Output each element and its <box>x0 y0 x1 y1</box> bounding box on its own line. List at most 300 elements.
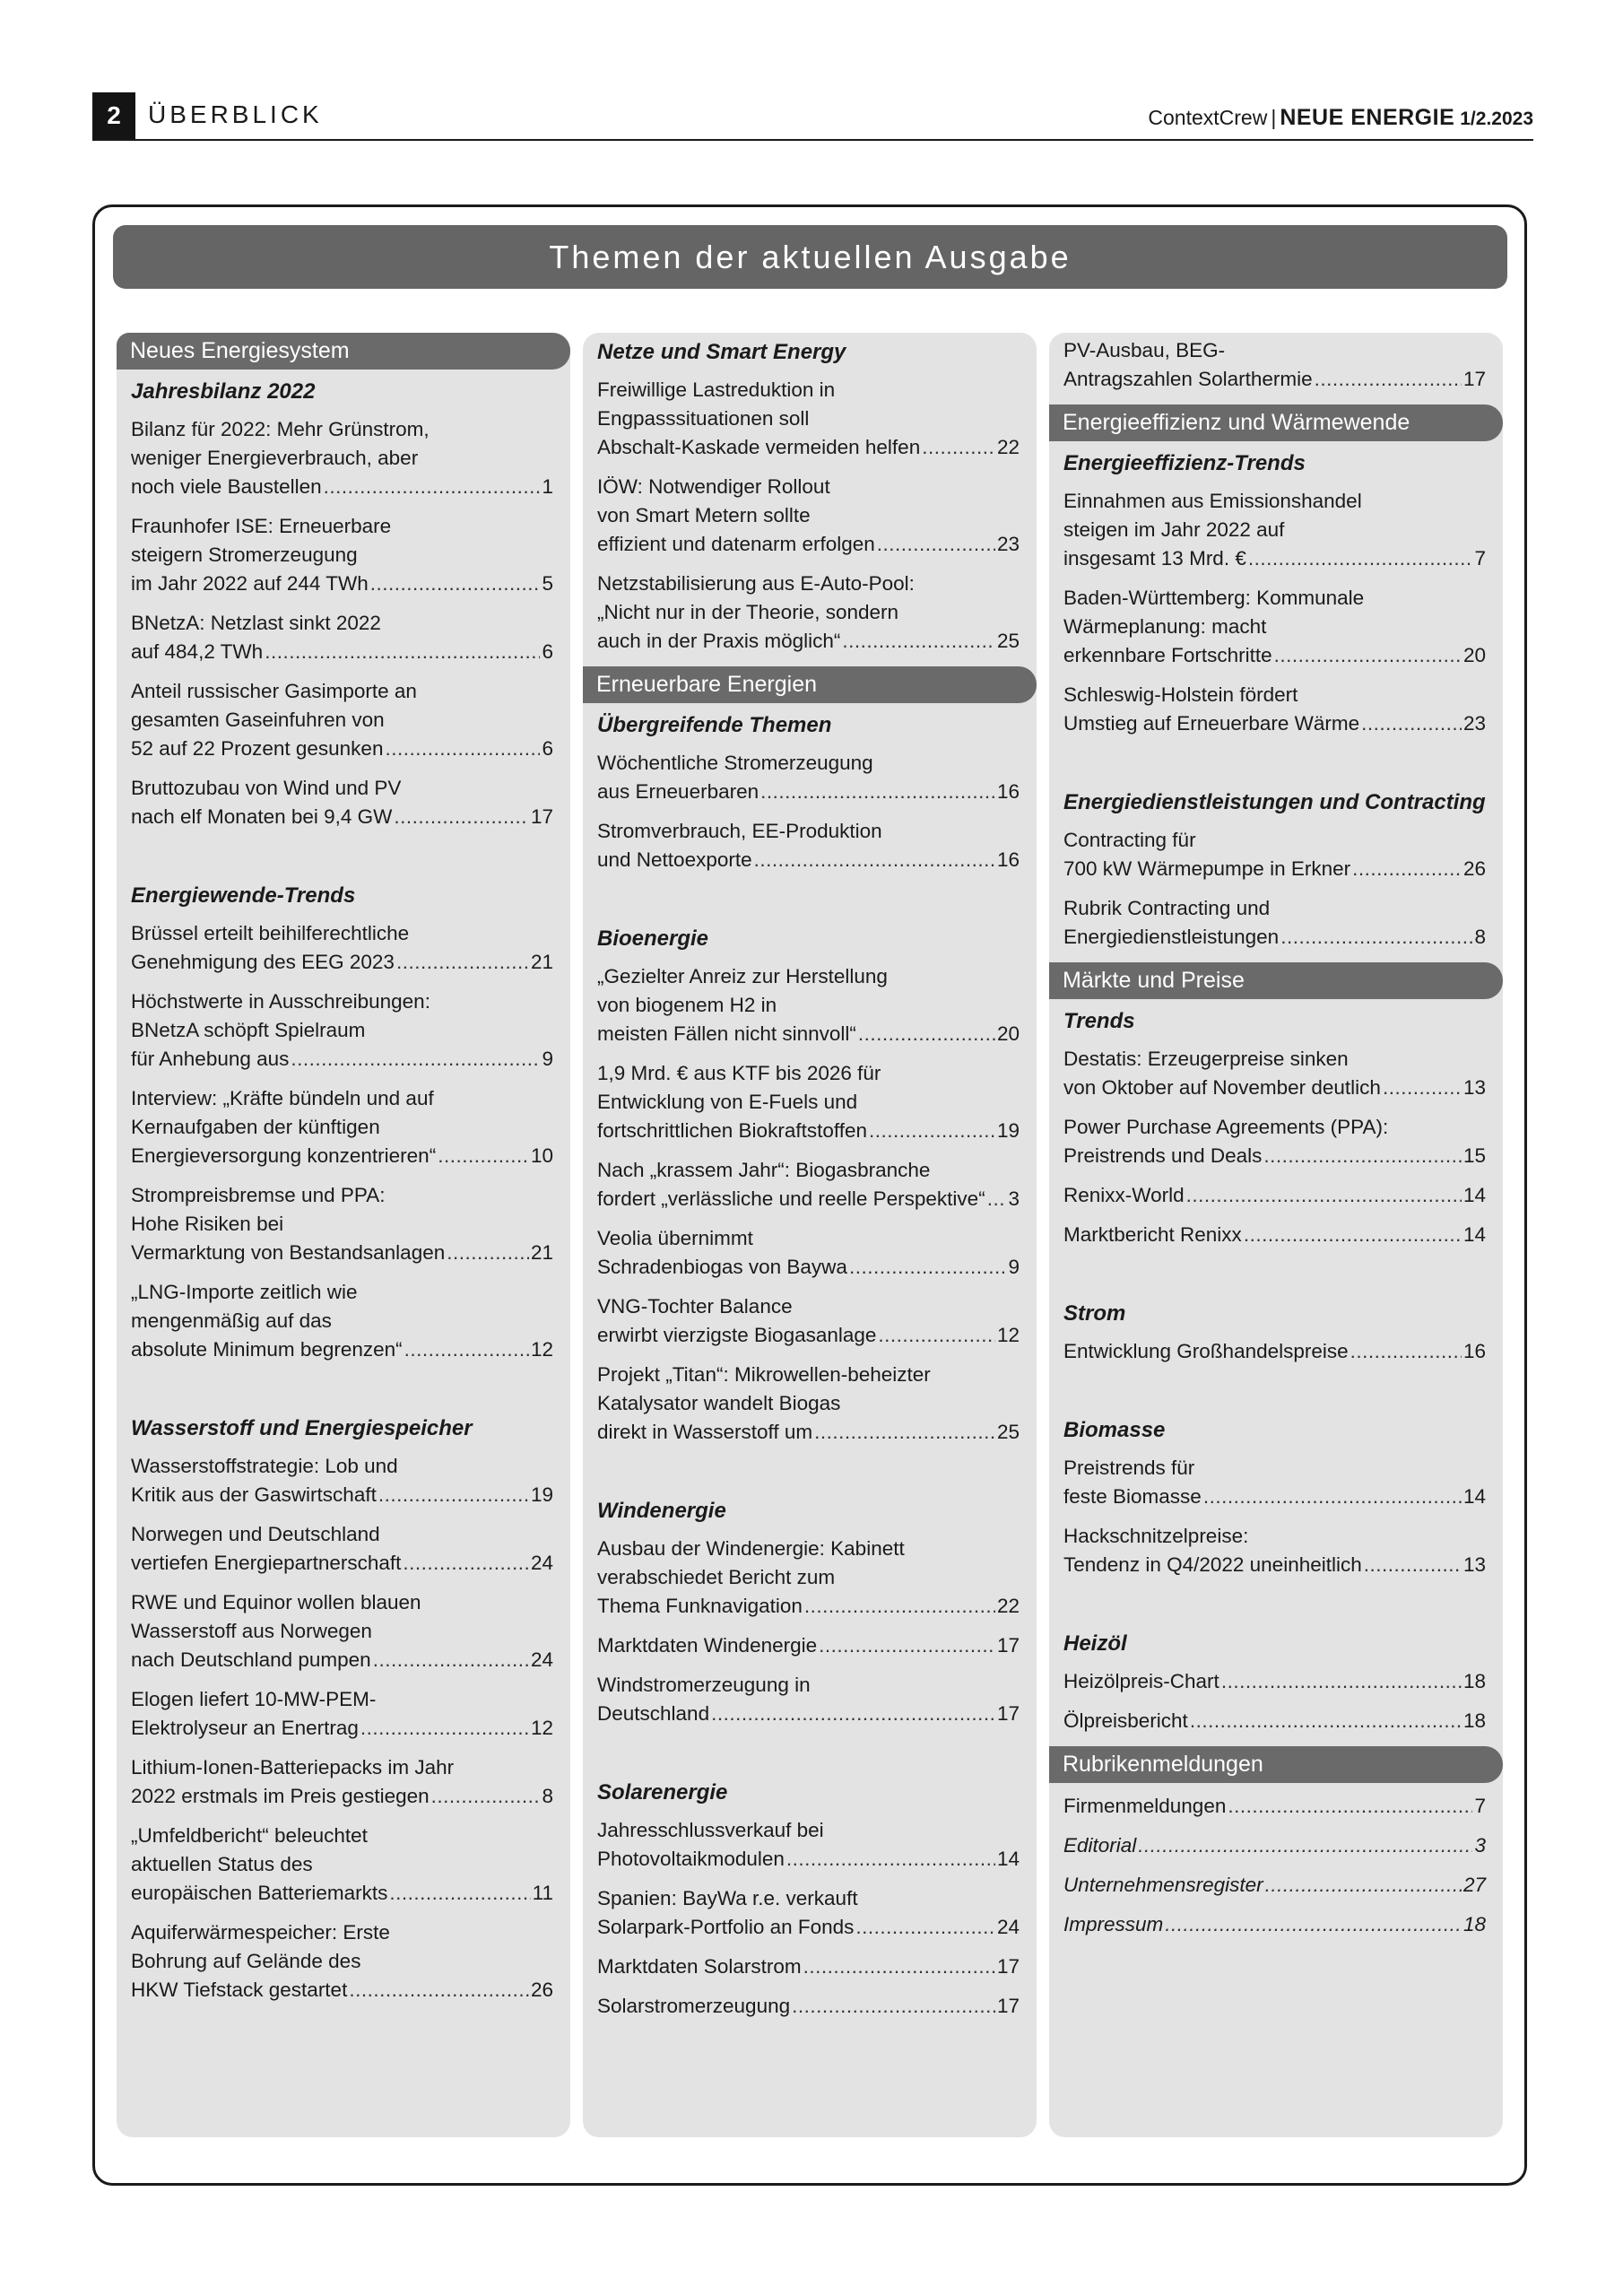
toc-entry-line: VNG-Tochter Balance <box>597 1295 793 1318</box>
subsection-heading-windenergie: Windenergie <box>597 1499 726 1523</box>
toc-entry[interactable] <box>1063 1910 1486 1939</box>
toc-entry-page-number: 18 <box>1462 1913 1486 1935</box>
toc-entry-page-number: 26 <box>1462 857 1486 880</box>
dot-leader <box>447 1239 529 1267</box>
toc-entry-line: vertiefen Energiepartnerschaft <box>131 1552 402 1574</box>
toc-entry[interactable] <box>1063 1113 1486 1170</box>
toc-entry-last-line <box>597 627 1020 656</box>
dot-leader <box>804 1592 995 1621</box>
subsection-heading-energiewende-trends: Energiewende-Trends <box>131 883 356 908</box>
toc-entry-line: Renixx-World <box>1063 1184 1185 1206</box>
toc-entry-line: Elogen liefert 10-MW-PEM- <box>131 1688 377 1710</box>
dot-leader <box>360 1714 529 1743</box>
dot-leader <box>431 1782 541 1811</box>
toc-entry-line: Anteil russischer Gasimporte an <box>131 680 417 702</box>
toc-entry-line: Editorial <box>1063 1834 1137 1857</box>
toc-entry[interactable] <box>131 919 553 977</box>
toc-entry-line: Thema Funknavigation <box>597 1595 803 1617</box>
toc-entry-line: Kernaufgaben der künftigen <box>131 1116 380 1138</box>
toc-entry[interactable] <box>1063 1871 1486 1900</box>
toc-entry-last-line <box>131 1481 553 1509</box>
toc-entry-line: Höchstwerte in Ausschreibungen: <box>131 990 430 1013</box>
toc-entry-last-line <box>597 1117 1020 1145</box>
toc-entry-page-number: 6 <box>542 640 553 663</box>
toc-entry[interactable] <box>1063 1181 1486 1210</box>
toc-entry-line: 1,9 Mrd. € aus KTF bis 2026 für <box>597 1062 881 1084</box>
toc-entry-line: Unternehmensregister <box>1063 1874 1263 1896</box>
toc-entry-line: Lithium-Ionen-Batteriepacks im Jahr <box>131 1756 455 1779</box>
toc-entry-line: Firmenmeldungen <box>1063 1795 1227 1817</box>
toc-entry[interactable] <box>1063 1337 1486 1366</box>
toc-entry-line: auch in der Praxis möglich“ <box>597 630 841 652</box>
dot-leader <box>324 473 541 501</box>
toc-entry-page-number: 17 <box>996 1702 1020 1725</box>
toc-entry-line: im Jahr 2022 auf 244 TWh <box>131 572 369 595</box>
toc-entry[interactable] <box>1063 1707 1486 1735</box>
toc-entry-page-number: 7 <box>1474 547 1486 570</box>
toc-entry-last-line <box>1063 544 1486 573</box>
toc-entry-last-line <box>131 1646 553 1674</box>
toc-entry-last-line <box>1063 1910 1486 1939</box>
subsection-heading-heizoel: Heizöl <box>1063 1631 1127 1656</box>
toc-entry-last-line <box>597 1321 1020 1350</box>
toc-entry-line: Hackschnitzelpreise: <box>1063 1525 1249 1547</box>
toc-entry[interactable] <box>597 1535 1020 1621</box>
toc-entry[interactable] <box>1063 1667 1486 1696</box>
dot-leader <box>819 1631 995 1660</box>
toc-entry-page-number: 20 <box>996 1022 1020 1045</box>
dot-leader <box>1263 1142 1462 1170</box>
publisher-name: ContextCrew <box>1148 106 1268 129</box>
toc-frame <box>92 204 1527 2186</box>
toc-entry-last-line <box>131 1335 553 1364</box>
toc-entry-page-number: 19 <box>996 1119 1020 1142</box>
toc-entry-last-line <box>131 948 553 977</box>
toc-entry-page-number: 23 <box>1462 712 1486 735</box>
dot-leader <box>1190 1707 1462 1735</box>
toc-entry-page-number: 25 <box>996 630 1020 652</box>
toc-entry-last-line <box>131 1879 553 1908</box>
section-name: ÜBERBLICK <box>148 100 323 128</box>
toc-entry[interactable] <box>597 1292 1020 1350</box>
dot-leader <box>1280 923 1472 952</box>
toc-entry[interactable] <box>131 1588 553 1674</box>
subsection-heading-wasserstoff-und-energiespeicher: Wasserstoff und Energiespeicher <box>131 1416 473 1440</box>
toc-entry[interactable] <box>1063 1221 1486 1249</box>
toc-entry-line: Katalysator wandelt Biogas <box>597 1392 841 1414</box>
toc-entry-last-line <box>131 735 553 763</box>
toc-entry[interactable] <box>131 609 553 666</box>
toc-entry[interactable] <box>131 512 553 598</box>
toc-entry-last-line <box>597 1952 1020 1981</box>
toc-entry[interactable] <box>1063 1522 1486 1579</box>
toc-entry[interactable] <box>597 817 1020 874</box>
toc-entry-last-line <box>131 570 553 598</box>
toc-entry-line: Vermarktung von Bestandsanlagen <box>131 1241 446 1264</box>
toc-entry-page-number: 16 <box>1462 1340 1486 1362</box>
toc-entry-line: direkt in Wasserstoff um <box>597 1421 813 1443</box>
toc-entry-page-number: 11 <box>532 1882 553 1904</box>
toc-entry-line: aktuellen Status des <box>131 1853 313 1875</box>
toc-entry-line: Preistrends für <box>1063 1457 1195 1479</box>
toc-entry-line: Engpasssituationen soll <box>597 407 810 430</box>
toc-entry-last-line <box>597 1631 1020 1660</box>
dot-leader <box>404 1335 529 1364</box>
toc-entry-line: steigen im Jahr 2022 auf <box>1063 518 1285 541</box>
toc-entry-line: IÖW: Notwendiger Rollout <box>597 475 830 498</box>
dot-leader <box>877 530 995 559</box>
toc-entry-line: Strompreisbremse und PPA: <box>131 1184 386 1206</box>
dot-leader <box>803 1952 995 1981</box>
toc-entry-line: Umstieg auf Erneuerbare Wärme <box>1063 712 1360 735</box>
toc-entry-line: Energiedienstleistungen <box>1063 926 1280 948</box>
dot-leader <box>855 1913 995 1942</box>
toc-entry[interactable] <box>597 1156 1020 1213</box>
toc-entry-last-line <box>1063 1221 1486 1249</box>
toc-entry-page-number: 12 <box>530 1338 553 1361</box>
toc-entry-line: Marktdaten Windenergie <box>597 1634 818 1657</box>
toc-entry-line: Aquiferwärmespeicher: Erste <box>131 1921 390 1944</box>
subsection-heading-energieeffizienz-trends: Energieeffizienz-Trends <box>1063 451 1306 475</box>
toc-entry-page-number: 17 <box>530 805 553 828</box>
toc-entry-line: Projekt „Titan“: Mikrowellen-beheizter <box>597 1363 931 1386</box>
dot-leader <box>1228 1792 1472 1821</box>
toc-entry-line: und Nettoexporte <box>597 848 752 871</box>
section-pill-erneuerbare-energien: Erneuerbare Energien <box>583 666 1037 703</box>
dot-leader <box>869 1117 995 1145</box>
dot-leader <box>1221 1667 1462 1696</box>
toc-entry-line: Einnahmen aus Emissionshandel <box>1063 490 1362 512</box>
subsection-heading-trends: Trends <box>1063 1009 1135 1033</box>
toc-entry-line: RWE und Equinor wollen blauen <box>131 1591 421 1613</box>
toc-entry[interactable] <box>597 570 1020 656</box>
toc-entry[interactable] <box>597 962 1020 1048</box>
toc-entry-line: Interview: „Kräfte bündeln und auf <box>131 1087 434 1109</box>
toc-entry-line: weniger Energieverbrauch, aber <box>131 447 419 469</box>
toc-entry-line: „Nicht nur in der Theorie, sondern <box>597 601 899 623</box>
toc-entry-line: erwirbt vierzigste Biogasanlage <box>597 1324 877 1346</box>
publication-info <box>1148 105 1533 131</box>
toc-entry-page-number: 9 <box>542 1048 553 1070</box>
toc-entry-page-number: 3 <box>1474 1834 1486 1857</box>
toc-entry-line: 52 auf 22 Prozent gesunken <box>131 737 384 760</box>
toc-entry-page-number: 17 <box>996 1995 1020 2017</box>
toc-entry-line: „Umfeldbericht“ beleuchtet <box>131 1824 368 1847</box>
toc-entry-line: fordert „verlässliche und reelle Perspektive“ <box>597 1187 985 1210</box>
toc-entry-line: Entwicklung Großhandelspreise <box>1063 1340 1349 1362</box>
toc-entry-line: Freiwillige Lastreduktion in <box>597 378 836 401</box>
toc-entry-line: steigern Stromerzeugung <box>131 544 358 566</box>
dot-leader <box>858 1020 995 1048</box>
toc-entry-last-line <box>1063 641 1486 670</box>
toc-entry-line: Nach „krassem Jahr“: Biogasbranche <box>597 1159 931 1181</box>
toc-entry-line: Deutschland <box>597 1702 710 1725</box>
toc-entry-line: nach Deutschland pumpen <box>131 1648 371 1671</box>
toc-entry-last-line <box>1063 1483 1486 1511</box>
dot-leader <box>1203 1483 1462 1511</box>
toc-entry-last-line <box>1063 1551 1486 1579</box>
toc-entry-last-line <box>1063 1337 1486 1366</box>
dot-leader <box>786 1845 995 1874</box>
toc-entry-last-line <box>597 1913 1020 1942</box>
toc-entry-last-line <box>131 1782 553 1811</box>
toc-entry-line: Destatis: Erzeugerpreise sinken <box>1063 1048 1349 1070</box>
toc-entry[interactable] <box>131 1918 553 2005</box>
toc-entry-line: PV-Ausbau, BEG- <box>1063 339 1226 361</box>
toc-entry-page-number: 24 <box>996 1916 1020 1938</box>
toc-entry[interactable] <box>1063 826 1486 883</box>
toc-entry-page-number: 27 <box>1462 1874 1486 1896</box>
toc-entry[interactable] <box>597 1952 1020 1981</box>
toc-entry-line: von biogenem H2 in <box>597 994 777 1016</box>
dot-leader <box>373 1646 529 1674</box>
toc-entry-line: fortschrittlichen Biokraftstoffen <box>597 1119 867 1142</box>
dot-leader <box>265 638 540 666</box>
toc-entry-last-line <box>597 530 1020 559</box>
dot-leader <box>814 1418 995 1447</box>
toc-entry-line: absolute Minimum begrenzen“ <box>131 1338 403 1361</box>
toc-entry-line: Windstromerzeugung in <box>597 1674 811 1696</box>
issue-number: 1/2.2023 <box>1460 109 1533 129</box>
dot-leader <box>760 778 995 806</box>
dot-leader <box>1186 1181 1462 1210</box>
toc-entry-line: Abschalt-Kaskade vermeiden helfen <box>597 436 921 458</box>
toc-entry[interactable] <box>1063 894 1486 952</box>
toc-entry-line: Tendenz in Q4/2022 uneinheitlich <box>1063 1553 1362 1576</box>
toc-entry-page-number: 18 <box>1462 1709 1486 1732</box>
toc-entry-line: Elektrolyseur an Enertrag <box>131 1717 359 1739</box>
toc-entry-last-line <box>597 778 1020 806</box>
subsection-heading-solarenergie: Solarenergie <box>597 1780 728 1805</box>
toc-entry-line: Ausbau der Windenergie: Kabinett <box>597 1537 905 1560</box>
toc-entry-line: 700 kW Wärmepumpe in Erkner <box>1063 857 1351 880</box>
toc-entry-last-line <box>1063 1707 1486 1735</box>
toc-entry[interactable] <box>1063 1831 1486 1860</box>
dot-leader <box>1165 1910 1462 1939</box>
toc-entry-line: Bilanz für 2022: Mehr Grünstrom, <box>131 418 430 440</box>
toc-entry-last-line <box>1063 1831 1486 1860</box>
toc-entry-line: Preistrends und Deals <box>1063 1144 1263 1167</box>
toc-entry[interactable] <box>131 1822 553 1908</box>
toc-entry-page-number: 15 <box>1462 1144 1486 1167</box>
toc-entry-last-line <box>597 1418 1020 1447</box>
toc-entry[interactable] <box>597 749 1020 806</box>
toc-entry-line: Bruttozubau von Wind und PV <box>131 777 402 799</box>
dot-leader <box>1315 365 1462 394</box>
toc-entry-page-number: 16 <box>996 848 1020 871</box>
dot-leader <box>922 433 995 462</box>
toc-entry-line: verabschiedet Bericht zum <box>597 1566 836 1588</box>
toc-entry-last-line <box>131 1045 553 1074</box>
toc-entry-page-number: 9 <box>1008 1256 1020 1278</box>
toc-entry-last-line <box>597 846 1020 874</box>
toc-entry-page-number: 14 <box>996 1848 1020 1870</box>
toc-entry-last-line <box>1063 855 1486 883</box>
toc-entry-line: Solarpark-Portfolio an Fonds <box>597 1916 855 1938</box>
toc-entry[interactable] <box>1063 681 1486 738</box>
dot-leader <box>842 627 995 656</box>
toc-entry[interactable] <box>131 1520 553 1578</box>
toc-entry[interactable] <box>1063 1792 1486 1821</box>
dot-leader <box>385 735 540 763</box>
toc-entry[interactable] <box>1063 336 1486 394</box>
toc-entry-line: noch viele Baustellen <box>131 475 322 498</box>
toc-entry-line: feste Biomasse <box>1063 1485 1202 1508</box>
toc-entry[interactable] <box>131 1181 553 1267</box>
subsection-heading-uebergreifende-themen: Übergreifende Themen <box>597 713 832 737</box>
dot-leader <box>1274 641 1462 670</box>
toc-entry[interactable] <box>131 987 553 1074</box>
section-pill-maerkte-und-preise: Märkte und Preise <box>1049 962 1503 999</box>
page-number: 2 <box>92 92 135 139</box>
toc-entry-line: Entwicklung von E-Fuels und <box>597 1091 858 1113</box>
toc-entry-line: Netzstabilisierung aus E-Auto-Pool: <box>597 572 915 595</box>
toc-column-2 <box>583 333 1037 2137</box>
toc-entry-line: Bohrung auf Gelände des <box>131 1950 361 1972</box>
toc-entry-page-number: 10 <box>530 1144 553 1167</box>
toc-entry-page-number: 22 <box>996 436 1020 458</box>
toc-entry-page-number: 7 <box>1474 1795 1486 1817</box>
toc-entry[interactable] <box>597 1059 1020 1145</box>
toc-entry[interactable] <box>597 1631 1020 1660</box>
toc-entry-page-number: 17 <box>996 1634 1020 1657</box>
dot-leader <box>1244 1221 1462 1249</box>
toc-entry[interactable] <box>131 1084 553 1170</box>
toc-entry-line: Photovoltaikmodulen <box>597 1848 785 1870</box>
toc-entry-line: Genehmigung des EEG 2023 <box>131 951 395 973</box>
dot-leader <box>1364 1551 1462 1579</box>
toc-entry-page-number: 13 <box>1462 1076 1486 1099</box>
dot-leader <box>711 1700 995 1728</box>
toc-entry-line: Marktdaten Solarstrom <box>597 1955 802 1978</box>
toc-entry-page-number: 8 <box>1474 926 1486 948</box>
section-pill-neues-energiesystem: Neues Energiesystem <box>117 333 570 370</box>
toc-entry-line: effizient und datenarm erfolgen <box>597 533 875 555</box>
toc-entry-last-line <box>597 1592 1020 1621</box>
toc-entry-line: erkennbare Fortschritte <box>1063 644 1272 666</box>
toc-entry-line: Marktbericht Renixx <box>1063 1223 1242 1246</box>
subsection-heading-netze-und-smart-energy: Netze und Smart Energy <box>597 340 846 364</box>
toc-entry[interactable] <box>597 1671 1020 1728</box>
toc-entry-line: gesamten Gaseinfuhren von <box>131 709 385 731</box>
dot-leader <box>349 1976 529 2005</box>
toc-entry-line: Baden-Württemberg: Kommunale <box>1063 587 1365 609</box>
toc-entry-last-line <box>1063 709 1486 738</box>
toc-entry-line: Stromverbrauch, EE-Produktion <box>597 820 882 842</box>
toc-entry-page-number: 24 <box>530 1648 553 1671</box>
toc-entry[interactable] <box>131 1753 553 1811</box>
toc-entry[interactable] <box>131 1278 553 1364</box>
subsection-heading-bioenergie: Bioenergie <box>597 926 709 951</box>
dot-leader <box>378 1481 529 1509</box>
toc-entry[interactable] <box>597 1361 1020 1447</box>
toc-entry-last-line <box>597 433 1020 462</box>
toc-entry[interactable] <box>1063 1454 1486 1511</box>
toc-entry-page-number: 16 <box>996 780 1020 803</box>
toc-entry[interactable] <box>597 1816 1020 1874</box>
toc-entry-page-number: 13 <box>1462 1553 1486 1576</box>
toc-entry-last-line <box>131 803 553 831</box>
toc-entry-page-number: 20 <box>1462 644 1486 666</box>
toc-entry-line: Kritik aus der Gaswirtschaft <box>131 1483 377 1506</box>
toc-entry-line: Schleswig-Holstein fördert <box>1063 683 1298 706</box>
toc-entry[interactable] <box>131 1685 553 1743</box>
dot-leader <box>754 846 995 874</box>
toc-entry[interactable] <box>131 677 553 763</box>
toc-entry-line: Solarstromerzeugung <box>597 1995 791 2017</box>
toc-entry-page-number: 17 <box>1462 368 1486 390</box>
toc-entry[interactable] <box>1063 1045 1486 1102</box>
toc-entry-line: Hohe Risiken bei <box>131 1213 284 1235</box>
toc-entry[interactable] <box>597 1992 1020 2021</box>
toc-entry-page-number: 21 <box>530 1241 553 1264</box>
subsection-heading-biomasse: Biomasse <box>1063 1418 1166 1442</box>
toc-entry[interactable] <box>597 1884 1020 1942</box>
toc-entry[interactable] <box>131 774 553 831</box>
toc-entry-last-line <box>597 1700 1020 1728</box>
section-pill-rubrikenmeldungen: Rubrikenmeldungen <box>1049 1746 1503 1783</box>
subsection-heading-strom: Strom <box>1063 1301 1126 1326</box>
toc-entry[interactable] <box>597 376 1020 462</box>
toc-entry-line: Fraunhofer ISE: Erneuerbare <box>131 515 392 537</box>
toc-entry-line: „LNG-Importe zeitlich wie <box>131 1281 358 1303</box>
dot-leader <box>438 1142 529 1170</box>
toc-entry[interactable] <box>131 1452 553 1509</box>
toc-entry-last-line <box>597 1845 1020 1874</box>
toc-entry-last-line <box>1063 1667 1486 1696</box>
toc-entry[interactable] <box>1063 584 1486 670</box>
toc-entry-page-number: 25 <box>996 1421 1020 1443</box>
toc-entry-line: auf 484,2 TWh <box>131 640 264 663</box>
toc-entry-page-number: 12 <box>530 1717 553 1739</box>
toc-entry-line: Schradenbiogas von Baywa <box>597 1256 847 1278</box>
toc-entry-line: Jahresschlussverkauf bei <box>597 1819 824 1841</box>
toc-entry-line: Contracting für <box>1063 829 1196 851</box>
dot-leader <box>1138 1831 1472 1860</box>
toc-entry-line: Wärmeplanung: macht <box>1063 615 1267 638</box>
dot-leader <box>1350 1337 1462 1366</box>
toc-entry[interactable] <box>597 1224 1020 1282</box>
toc-entry-page-number: 5 <box>542 572 553 595</box>
toc-entry-last-line <box>597 1992 1020 2021</box>
toc-entry-line: aus Erneuerbaren <box>597 780 759 803</box>
dot-leader <box>403 1549 529 1578</box>
toc-column-3 <box>1049 333 1503 2137</box>
toc-entry-page-number: 18 <box>1462 1670 1486 1692</box>
toc-entry-line: HKW Tiefstack gestartet <box>131 1979 348 2001</box>
dot-leader <box>394 803 529 831</box>
toc-entry[interactable] <box>131 415 553 501</box>
toc-entry-last-line <box>597 1020 1020 1048</box>
toc-entry-page-number: 1 <box>542 475 553 498</box>
dot-leader <box>792 1992 995 2021</box>
section-pill-energieeffizienz-und-waermewende: Energieeffizienz und Wärmewende <box>1049 404 1503 441</box>
toc-entry-last-line <box>131 1142 553 1170</box>
dot-leader <box>370 570 541 598</box>
toc-entry-line: Impressum <box>1063 1913 1164 1935</box>
page-header <box>92 92 1533 141</box>
toc-entry-line: für Anhebung aus <box>131 1048 290 1070</box>
toc-entry-page-number: 19 <box>530 1483 553 1506</box>
toc-entry-last-line <box>1063 923 1486 952</box>
toc-entry-page-number: 24 <box>530 1552 553 1574</box>
toc-entry-line: Heizölpreis-Chart <box>1063 1670 1219 1692</box>
toc-entry[interactable] <box>1063 487 1486 573</box>
toc-entry-page-number: 12 <box>996 1324 1020 1346</box>
toc-entry-line: Wasserstoff aus Norwegen <box>131 1620 372 1642</box>
dot-leader <box>849 1253 1007 1282</box>
toc-entry[interactable] <box>597 473 1020 559</box>
